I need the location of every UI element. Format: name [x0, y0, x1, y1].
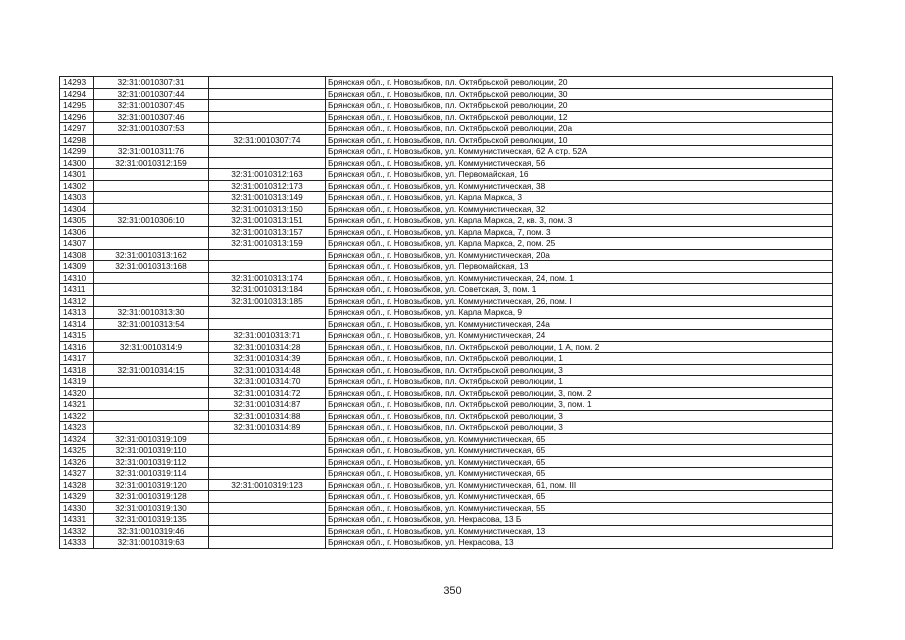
address-cell: Брянская обл., г. Новозыбков, ул. Советская, 3, пом. 1: [326, 284, 833, 296]
row-number-cell: 14325: [60, 445, 94, 457]
address-cell: Брянская обл., г. Новозыбков, ул. Карла Маркса, 3: [326, 192, 833, 204]
cadastral-number-secondary-cell: [209, 502, 326, 514]
row-number-cell: 14327: [60, 468, 94, 480]
address-cell: Брянская обл., г. Новозыбков, ул. Карла Маркса, 2, пом. 25: [326, 238, 833, 250]
row-number-cell: 14333: [60, 537, 94, 549]
address-cell: Брянская обл., г. Новозыбков, ул. Коммунистическая, 13: [326, 525, 833, 537]
address-cell: Брянская обл., г. Новозыбков, ул. Некрасова, 13: [326, 537, 833, 549]
address-cell: Брянская обл., г. Новозыбков, пл. Октябрьской революции, 1: [326, 376, 833, 388]
address-cell: Брянская обл., г. Новозыбков, ул. Коммунистическая, 38: [326, 180, 833, 192]
address-cell: Брянская обл., г. Новозыбков, ул. Коммунистическая, 65: [326, 456, 833, 468]
row-number-cell: 14326: [60, 456, 94, 468]
cadastral-number-secondary-cell: [209, 157, 326, 169]
table-row: [60, 318, 833, 330]
row-number-cell: 14302: [60, 180, 94, 192]
row-number-cell: 14297: [60, 123, 94, 135]
table-row: [60, 433, 833, 445]
table-row: [60, 364, 833, 376]
row-number-cell: 14312: [60, 295, 94, 307]
cadastral-number-secondary-cell: 32:31:0010313:151: [209, 215, 326, 227]
cadastral-number-secondary-cell: 32:31:0010313:157: [209, 226, 326, 238]
address-cell: Брянская обл., г. Новозыбков, пл. Октябрьской революции, 3, пом. 2: [326, 387, 833, 399]
cadastral-number-secondary-cell: [209, 146, 326, 158]
address-cell: Брянская обл., г. Новозыбков, ул. Первомайская, 13: [326, 261, 833, 273]
cadastral-number-secondary-cell: 32:31:0010313:174: [209, 272, 326, 284]
row-number-cell: 14314: [60, 318, 94, 330]
table-row: [60, 169, 833, 181]
cadastral-number-cell: [94, 353, 209, 365]
cadastral-number-cell: 32:31:0010313:30: [94, 307, 209, 319]
table-row: [60, 100, 833, 112]
address-cell: Брянская обл., г. Новозыбков, пл. Октябрьской революции, 3, пом. 1: [326, 399, 833, 411]
cadastral-number-cell: [94, 169, 209, 181]
cadastral-number-cell: 32:31:0010312:159: [94, 157, 209, 169]
cadastral-number-secondary-cell: [209, 307, 326, 319]
cadastral-number-secondary-cell: [209, 537, 326, 549]
row-number-cell: 14317: [60, 353, 94, 365]
cadastral-number-cell: 32:31:0010313:168: [94, 261, 209, 273]
table-row: [60, 341, 833, 353]
cadastral-number-secondary-cell: [209, 111, 326, 123]
row-number-cell: 14298: [60, 134, 94, 146]
registry-table: [59, 76, 833, 549]
address-cell: Брянская обл., г. Новозыбков, пл. Октябрьской революции, 1 А, пом. 2: [326, 341, 833, 353]
table-row: [60, 456, 833, 468]
cadastral-number-secondary-cell: 32:31:0010312:173: [209, 180, 326, 192]
cadastral-number-secondary-cell: 32:31:0010314:48: [209, 364, 326, 376]
row-number-cell: 14294: [60, 88, 94, 100]
cadastral-number-secondary-cell: 32:31:0010314:28: [209, 341, 326, 353]
table-row: [60, 134, 833, 146]
table-row: [60, 203, 833, 215]
address-cell: Брянская обл., г. Новозыбков, ул. Коммунистическая, 32: [326, 203, 833, 215]
cadastral-number-cell: [94, 410, 209, 422]
table-row: [60, 502, 833, 514]
cadastral-number-secondary-cell: [209, 261, 326, 273]
cadastral-number-cell: 32:31:0010314:9: [94, 341, 209, 353]
row-number-cell: 14309: [60, 261, 94, 273]
cadastral-number-cell: [94, 134, 209, 146]
cadastral-number-cell: [94, 422, 209, 434]
table-row: [60, 537, 833, 549]
cadastral-number-cell: 32:31:0010313:162: [94, 249, 209, 261]
table-row: [60, 387, 833, 399]
table-row: [60, 157, 833, 169]
table-row: [60, 226, 833, 238]
cadastral-number-cell: 32:31:0010307:53: [94, 123, 209, 135]
row-number-cell: 14305: [60, 215, 94, 227]
table-row: [60, 307, 833, 319]
address-cell: Брянская обл., г. Новозыбков, ул. Коммунистическая, 26, пом. I: [326, 295, 833, 307]
row-number-cell: 14311: [60, 284, 94, 296]
row-number-cell: 14316: [60, 341, 94, 353]
table-row: [60, 123, 833, 135]
cadastral-number-secondary-cell: 32:31:0010314:39: [209, 353, 326, 365]
cadastral-number-cell: [94, 238, 209, 250]
table-row: [60, 146, 833, 158]
address-cell: Брянская обл., г. Новозыбков, ул. Некрасова, 13 Б: [326, 514, 833, 526]
cadastral-number-cell: [94, 192, 209, 204]
table-row: [60, 261, 833, 273]
cadastral-number-cell: 32:31:0010307:31: [94, 77, 209, 89]
row-number-cell: 14300: [60, 157, 94, 169]
cadastral-number-secondary-cell: 32:31:0010313:184: [209, 284, 326, 296]
table-row: [60, 192, 833, 204]
cadastral-number-cell: 32:31:0010307:46: [94, 111, 209, 123]
cadastral-number-cell: [94, 399, 209, 411]
cadastral-number-secondary-cell: 32:31:0010313:185: [209, 295, 326, 307]
cadastral-number-secondary-cell: [209, 491, 326, 503]
cadastral-number-secondary-cell: 32:31:0010314:89: [209, 422, 326, 434]
cadastral-number-secondary-cell: 32:31:0010313:150: [209, 203, 326, 215]
address-cell: Брянская обл., г. Новозыбков, ул. Коммунистическая, 65: [326, 491, 833, 503]
row-number-cell: 14301: [60, 169, 94, 181]
table-row: [60, 77, 833, 89]
table-row: [60, 295, 833, 307]
cadastral-number-secondary-cell: 32:31:0010314:88: [209, 410, 326, 422]
cadastral-number-cell: 32:31:0010319:110: [94, 445, 209, 457]
cadastral-number-cell: 32:31:0010319:114: [94, 468, 209, 480]
page-number: 350: [443, 585, 462, 597]
cadastral-number-cell: 32:31:0010313:54: [94, 318, 209, 330]
address-cell: Брянская обл., г. Новозыбков, пл. Октябрьской революции, 10: [326, 134, 833, 146]
address-cell: Брянская обл., г. Новозыбков, ул. Коммунистическая, 61, пом. III: [326, 479, 833, 491]
address-cell: Брянская обл., г. Новозыбков, ул. Карла Маркса, 7, пом. 3: [326, 226, 833, 238]
cadastral-number-cell: 32:31:0010319:63: [94, 537, 209, 549]
address-cell: Брянская обл., г. Новозыбков, ул. Первомайская, 16: [326, 169, 833, 181]
cadastral-number-secondary-cell: 32:31:0010314:72: [209, 387, 326, 399]
address-cell: Брянская обл., г. Новозыбков, ул. Коммунистическая, 65: [326, 468, 833, 480]
table-row: [60, 330, 833, 342]
address-cell: Брянская обл., г. Новозыбков, ул. Коммунистическая, 24: [326, 330, 833, 342]
cadastral-number-cell: [94, 284, 209, 296]
cadastral-number-secondary-cell: 32:31:0010314:70: [209, 376, 326, 388]
cadastral-number-cell: 32:31:0010307:45: [94, 100, 209, 112]
cadastral-number-cell: [94, 295, 209, 307]
address-cell: Брянская обл., г. Новозыбков, пл. Октябрьской революции, 12: [326, 111, 833, 123]
cadastral-number-cell: [94, 387, 209, 399]
row-number-cell: 14304: [60, 203, 94, 215]
row-number-cell: 14313: [60, 307, 94, 319]
table-row: [60, 284, 833, 296]
cadastral-number-secondary-cell: 32:31:0010313:159: [209, 238, 326, 250]
table-row: [60, 445, 833, 457]
address-cell: Брянская обл., г. Новозыбков, ул. Карла Маркса, 2, кв. 3, пом. 3: [326, 215, 833, 227]
row-number-cell: 14296: [60, 111, 94, 123]
row-number-cell: 14319: [60, 376, 94, 388]
row-number-cell: 14321: [60, 399, 94, 411]
cadastral-number-secondary-cell: 32:31:0010312:163: [209, 169, 326, 181]
cadastral-number-cell: [94, 330, 209, 342]
address-cell: Брянская обл., г. Новозыбков, ул. Коммунистическая, 65: [326, 433, 833, 445]
cadastral-number-cell: [94, 226, 209, 238]
address-cell: Брянская обл., г. Новозыбков, пл. Октябрьской революции, 30: [326, 88, 833, 100]
cadastral-number-cell: 32:31:0010319:135: [94, 514, 209, 526]
address-cell: Брянская обл., г. Новозыбков, пл. Октябрьской революции, 20а: [326, 123, 833, 135]
cadastral-number-secondary-cell: [209, 77, 326, 89]
registry-table-body: [60, 77, 833, 549]
address-cell: Брянская обл., г. Новозыбков, ул. Коммунистическая, 20а: [326, 249, 833, 261]
table-row: [60, 422, 833, 434]
row-number-cell: 14322: [60, 410, 94, 422]
row-number-cell: 14324: [60, 433, 94, 445]
cadastral-number-cell: 32:31:0010319:130: [94, 502, 209, 514]
address-cell: Брянская обл., г. Новозыбков, пл. Октябрьской революции, 20: [326, 100, 833, 112]
table-row: [60, 215, 833, 227]
row-number-cell: 14307: [60, 238, 94, 250]
table-row: [60, 399, 833, 411]
row-number-cell: 14328: [60, 479, 94, 491]
row-number-cell: 14320: [60, 387, 94, 399]
table-row: [60, 479, 833, 491]
cadastral-number-secondary-cell: [209, 123, 326, 135]
cadastral-number-cell: 32:31:0010319:109: [94, 433, 209, 445]
row-number-cell: 14308: [60, 249, 94, 261]
cadastral-number-cell: 32:31:0010319:112: [94, 456, 209, 468]
table-row: [60, 249, 833, 261]
cadastral-number-secondary-cell: [209, 468, 326, 480]
cadastral-number-secondary-cell: [209, 445, 326, 457]
cadastral-number-cell: 32:31:0010314:15: [94, 364, 209, 376]
address-cell: Брянская обл., г. Новозыбков, ул. Коммунистическая, 65: [326, 445, 833, 457]
address-cell: Брянская обл., г. Новозыбков, ул. Коммунистическая, 24а: [326, 318, 833, 330]
address-cell: Брянская обл., г. Новозыбков, пл. Октябрьской революции, 3: [326, 422, 833, 434]
table-row: [60, 491, 833, 503]
row-number-cell: 14310: [60, 272, 94, 284]
cadastral-number-cell: 32:31:0010319:46: [94, 525, 209, 537]
cadastral-number-secondary-cell: 32:31:0010314:87: [209, 399, 326, 411]
cadastral-number-cell: 32:31:0010307:44: [94, 88, 209, 100]
table-row: [60, 272, 833, 284]
row-number-cell: 14332: [60, 525, 94, 537]
table-row: [60, 353, 833, 365]
cadastral-number-secondary-cell: [209, 249, 326, 261]
table-row: [60, 111, 833, 123]
cadastral-number-secondary-cell: 32:31:0010307:74: [209, 134, 326, 146]
address-cell: Брянская обл., г. Новозыбков, пл. Октябрьской революции, 3: [326, 364, 833, 376]
row-number-cell: 14323: [60, 422, 94, 434]
cadastral-number-secondary-cell: 32:31:0010313:149: [209, 192, 326, 204]
cadastral-number-secondary-cell: [209, 525, 326, 537]
row-number-cell: 14303: [60, 192, 94, 204]
table-row: [60, 514, 833, 526]
row-number-cell: 14306: [60, 226, 94, 238]
address-cell: Брянская обл., г. Новозыбков, пл. Октябрьской революции, 3: [326, 410, 833, 422]
table-row: [60, 525, 833, 537]
cadastral-number-secondary-cell: 32:31:0010313:71: [209, 330, 326, 342]
table-row: [60, 180, 833, 192]
table-row: [60, 88, 833, 100]
row-number-cell: 14331: [60, 514, 94, 526]
cadastral-number-cell: [94, 203, 209, 215]
table-row: [60, 468, 833, 480]
cadastral-number-secondary-cell: [209, 318, 326, 330]
address-cell: Брянская обл., г. Новозыбков, ул. Коммунистическая, 62 А стр. 52А: [326, 146, 833, 158]
cadastral-number-secondary-cell: [209, 100, 326, 112]
address-cell: Брянская обл., г. Новозыбков, ул. Коммунистическая, 56: [326, 157, 833, 169]
row-number-cell: 14295: [60, 100, 94, 112]
cadastral-number-cell: [94, 376, 209, 388]
cadastral-number-secondary-cell: [209, 456, 326, 468]
cadastral-number-cell: 32:31:0010311:76: [94, 146, 209, 158]
cadastral-number-secondary-cell: [209, 433, 326, 445]
cadastral-number-cell: [94, 180, 209, 192]
row-number-cell: 14330: [60, 502, 94, 514]
cadastral-number-cell: 32:31:0010306:10: [94, 215, 209, 227]
row-number-cell: 14318: [60, 364, 94, 376]
cadastral-number-cell: [94, 272, 209, 284]
table-row: [60, 238, 833, 250]
cadastral-number-secondary-cell: [209, 514, 326, 526]
address-cell: Брянская обл., г. Новозыбков, ул. Карла Маркса, 9: [326, 307, 833, 319]
row-number-cell: 14293: [60, 77, 94, 89]
row-number-cell: 14299: [60, 146, 94, 158]
cadastral-number-cell: 32:31:0010319:128: [94, 491, 209, 503]
address-cell: Брянская обл., г. Новозыбков, ул. Коммунистическая, 55: [326, 502, 833, 514]
table-row: [60, 410, 833, 422]
cadastral-number-secondary-cell: 32:31:0010319:123: [209, 479, 326, 491]
table-row: [60, 376, 833, 388]
address-cell: Брянская обл., г. Новозыбков, ул. Коммунистическая, 24, пом. 1: [326, 272, 833, 284]
cadastral-number-secondary-cell: [209, 88, 326, 100]
address-cell: Брянская обл., г. Новозыбков, пл. Октябрьской революции, 1: [326, 353, 833, 365]
address-cell: Брянская обл., г. Новозыбков, пл. Октябрьской революции, 20: [326, 77, 833, 89]
cadastral-number-cell: 32:31:0010319:120: [94, 479, 209, 491]
row-number-cell: 14315: [60, 330, 94, 342]
row-number-cell: 14329: [60, 491, 94, 503]
